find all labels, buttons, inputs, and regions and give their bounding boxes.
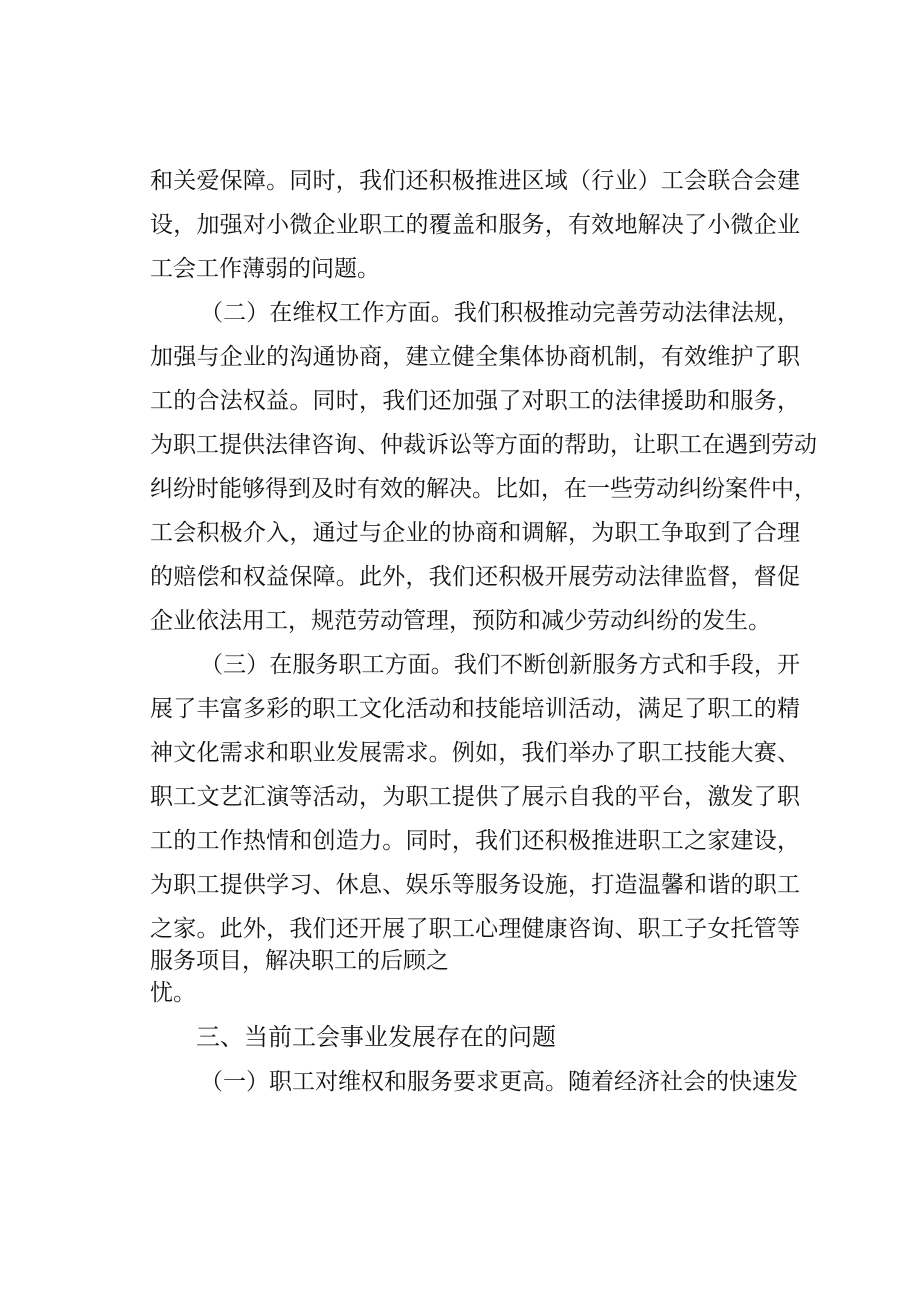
text-line: 服务项目，解决职工的后顾之 <box>150 948 449 974</box>
text-line: 为职工提供法律咨询、仲裁诉讼等方面的帮助，让职工在遇到劳动 <box>150 432 817 458</box>
text-line: 工的工作热情和创造力。同时，我们还积极推进职工之家建设， <box>150 828 800 854</box>
text-line: 工会工作薄弱的问题。 <box>150 256 380 282</box>
section-heading: 三、当前工会事业发展存在的问题 <box>196 1023 556 1051</box>
text-line: 企业依法用工，规范劳动管理，预防和减少劳动纠纷的发生。 <box>150 608 771 634</box>
text-line: （二）在维权工作方面。我们积极推动完善劳动法律法规， <box>200 300 800 326</box>
text-line: 设，加强对小微企业职工的覆盖和服务，有效地解决了小微企业 <box>150 212 800 238</box>
text-line: 职工文艺汇演等活动，为职工提供了展示自我的平台，激发了职 <box>150 784 800 810</box>
text-line: 忧。 <box>150 980 196 1006</box>
text-line: 的赔偿和权益保障。此外，我们还积极开展劳动法律监督，督促 <box>150 564 800 590</box>
text-line: （一）职工对维权和服务要求更高。随着经济社会的快速发 <box>200 1069 798 1095</box>
text-line: 工会积极介入，通过与企业的协商和调解，为职工争取到了合理 <box>150 520 800 546</box>
text-line: 加强与企业的沟通协商，建立健全集体协商机制，有效维护了职 <box>150 344 800 370</box>
text-line: 为职工提供学习、休息、娱乐等服务设施，打造温馨和谐的职工 <box>150 872 800 898</box>
text-line: 和关爱保障。同时，我们还积极推进区域（行业）工会联合会建 <box>150 168 800 194</box>
text-line: （三）在服务职工方面。我们不断创新服务方式和手段，开 <box>200 652 800 678</box>
text-line: 神文化需求和职业发展需求。例如，我们举办了职工技能大赛、 <box>150 740 800 766</box>
text-line: 展了丰富多彩的职工文化活动和技能培训活动，满足了职工的精 <box>150 696 800 722</box>
text-line: 之家。此外，我们还开展了职工心理健康咨询、职工子女托管等 <box>150 916 800 942</box>
text-line: 工的合法权益。同时，我们还加强了对职工的法律援助和服务， <box>150 388 800 414</box>
text-line: 纠纷时能够得到及时有效的解决。比如，在一些劳动纠纷案件中， <box>150 476 817 502</box>
